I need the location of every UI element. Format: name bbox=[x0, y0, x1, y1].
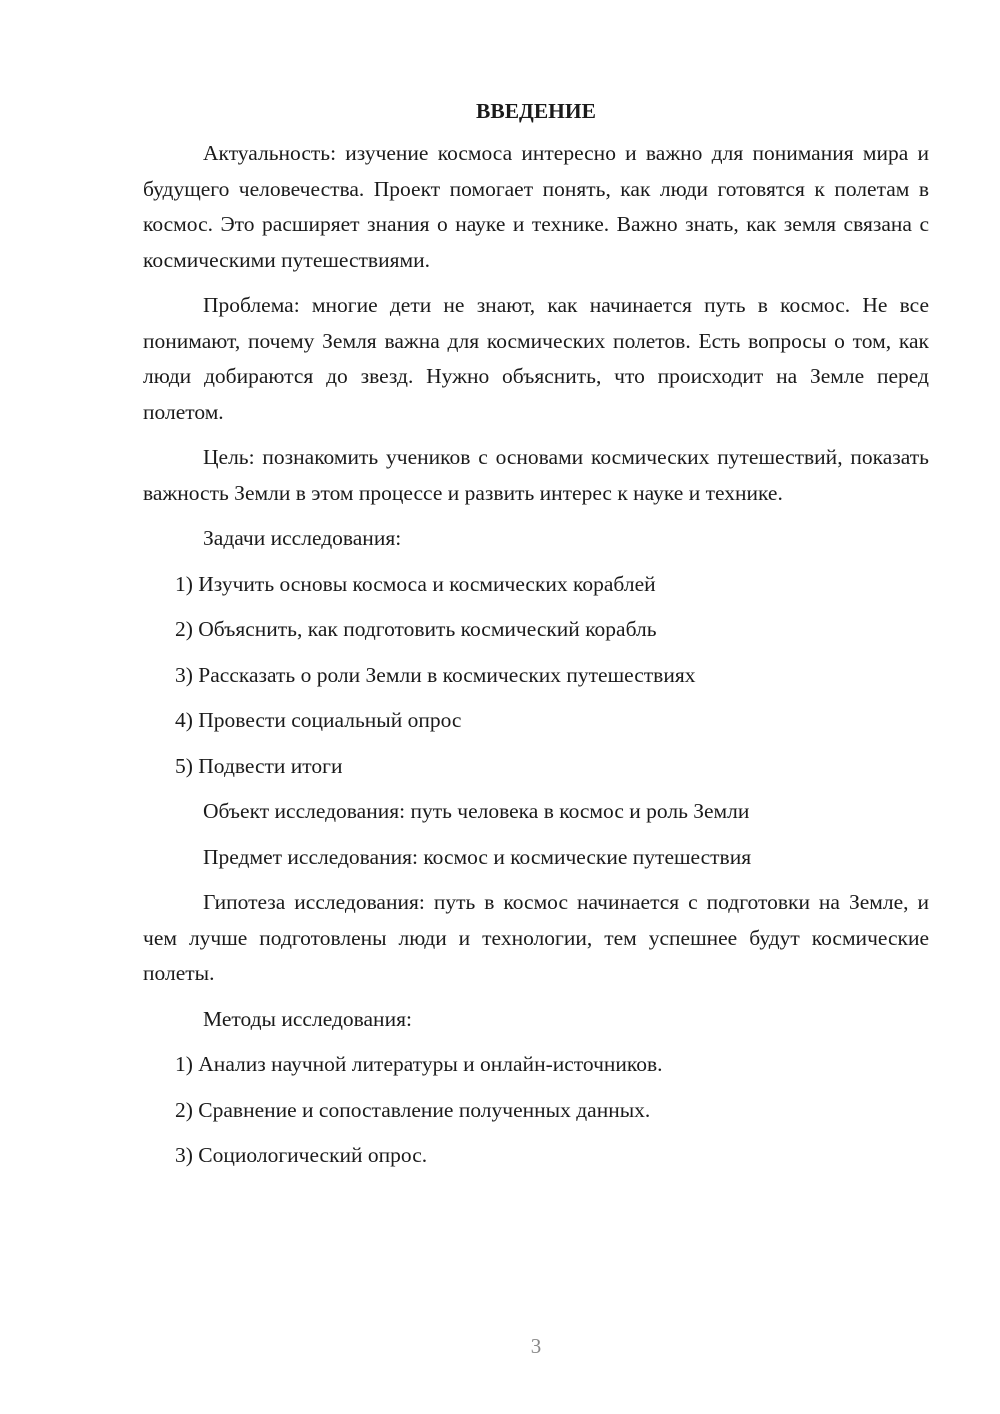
hypothesis-paragraph: Гипотеза исследования: путь в космос начинается с подготовки на Земле, и чем лучше подготовлены люди и технологии, тем успешнее будут космические полеты. bbox=[143, 890, 929, 985]
task-item: 1) Изучить основы космоса и космических кораблей bbox=[175, 571, 656, 596]
method-item: 3) Социологический опрос. bbox=[175, 1143, 428, 1167]
page-content bbox=[143, 96, 929, 1184]
actuality-paragraph: Актуальность: изучение космоса интересно и важно для понимания мира и будущего человечества. Проект помогает понять, как люди готовятся к полетам в космос. Это расширяет знания о науке и технике. Важно знать, как земля связана с космическими путешествиями. bbox=[143, 141, 929, 272]
task-item: 2) Объяснить, как подготовить космический корабль bbox=[175, 617, 657, 641]
section-heading: ВВЕДЕНИЕ bbox=[476, 99, 596, 123]
subject-paragraph: Предмет исследования: космос и космические путешествия bbox=[203, 844, 752, 869]
problem-paragraph: Проблема: многие дети не знают, как начинается путь в космос. Не все понимают, почему Земля важна для космических полетов. Есть вопросы о том, как люди добираются до звезд. Нужно объяснить, что происходит на Земле перед полетом. bbox=[143, 293, 929, 424]
task-item: 3) Рассказать о роли Земли в космических путешествиях bbox=[175, 662, 696, 687]
task-item: 5) Подвести итоги bbox=[175, 753, 343, 778]
goal-paragraph: Цель: познакомить учеников с основами космических путешествий, показать важность Земли в этом процессе и развить интерес к науке и технике. bbox=[143, 445, 929, 505]
page-number: 3 bbox=[530, 1334, 542, 1358]
method-item: 2) Сравнение и сопоставление полученных данных. bbox=[175, 1097, 651, 1122]
tasks-title: Задачи исследования: bbox=[203, 526, 402, 550]
task-item: 4) Провести социальный опрос bbox=[175, 708, 462, 732]
method-item: 1) Анализ научной литературы и онлайн-источников. bbox=[175, 1052, 663, 1076]
object-paragraph: Объект исследования: путь человека в космос и роль Земли bbox=[203, 799, 750, 823]
methods-title: Методы исследования: bbox=[203, 1006, 412, 1031]
